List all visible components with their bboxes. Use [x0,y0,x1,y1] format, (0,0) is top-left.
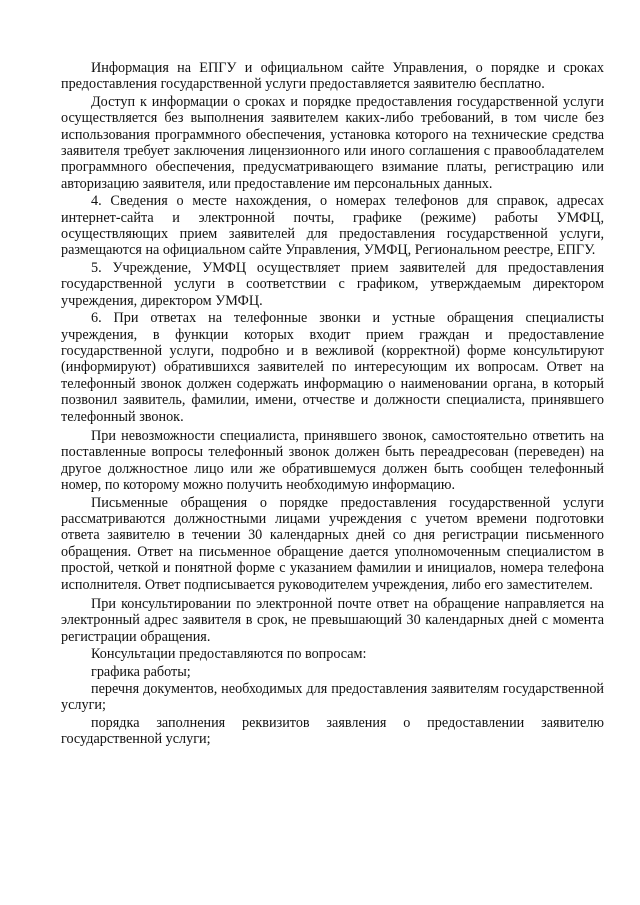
paragraph-item-4: 4. Сведения о месте нахождения, о номерах телефонов для справок, адресах интернет-сайта и электронной почты, графике (режиме) работы УМФЦ, осуществляющих прием заявителей для предоставления государственной услуги, размещаются на официальном сайте Управления, УМФЦ, Региональном реестре, ЕПГУ. [61,193,604,259]
list-item-work-schedule: графика работы; [91,663,191,680]
paragraph-written-requests: Письменные обращения о порядке предоставления государственной услуги рассматриваются должностными лицами учреждения с учетом времени подготовки ответа заявителю в течении 30 календарных дней со дня регистрации письменного обращения. Ответ на письменное обращение дается уполномоченным специалистом в простой, четкой и понятной форме с указанием фамилии и инициалов, номера телефона исполнителя. Ответ подписывается руководителем учреждения, либо его заместителем. [61,494,604,593]
paragraph-email-consult: При консультировании по электронной почте ответ на обращение направляется на электронный адрес заявителя в срок, не превышающий 30 календарных дней с момента регистрации обращения. [61,596,604,645]
paragraph-item-6: 6. При ответах на телефонные звонки и устные обращения специалисты учреждения, в функции которых входит прием граждан и предоставление государственной услуги, подробно и в вежливой (корректной) форме консультируют (информируют) обратившихся заявителей по интересующим их вопросам. Ответ на телефонный звонок должен содержать информацию о наименовании органа, в который позвонил заявитель, фамилии, имени, отчестве и должности специалиста, принявшего телефонный звонок. [61,310,604,425]
list-item-documents-list: перечня документов, необходимых для предоставления заявителям государственной услуги; [61,681,604,714]
paragraph-item-5: 5. Учреждение, УМФЦ осуществляет прием заявителей для предоставления государственной услуги в соответствии с графиком, утверждаемым директором учреждения, директором УМФЦ. [61,259,604,309]
paragraph-call-redirect: При невозможности специалиста, принявшего звонок, самостоятельно ответить на поставленные вопросы телефонный звонок должен быть переадресован (переведен) на другое должностное лицо или же обратившемуся должен быть сообщен телефонный номер, по которому можно получить необходимую информацию. [61,427,604,494]
paragraph-access-info: Доступ к информации о сроках и порядке предоставления государственной услуги осуществляется без выполнения заявителем каких-либо требований, в том числе без использования программного обеспечения, установка которого на технические средства заявителя требует заключения лицензионного или иного соглашения с правообладателем программного обеспечения, предусматривающего взимание платы, регистрацию или авторизацию заявителя, или предоставление им персональных данных. [61,93,604,192]
paragraph-consult-topics: Консультации предоставляются по вопросам: [91,646,367,663]
paragraph-info-free: Информация на ЕПГУ и официальном сайте Управления, о порядке и сроках предоставления государственной услуги предоставляется заявителю бесплатно. [61,60,604,93]
list-item-application-details: порядка заполнения реквизитов заявления о предоставлении заявителю государственной услуги; [61,714,604,748]
